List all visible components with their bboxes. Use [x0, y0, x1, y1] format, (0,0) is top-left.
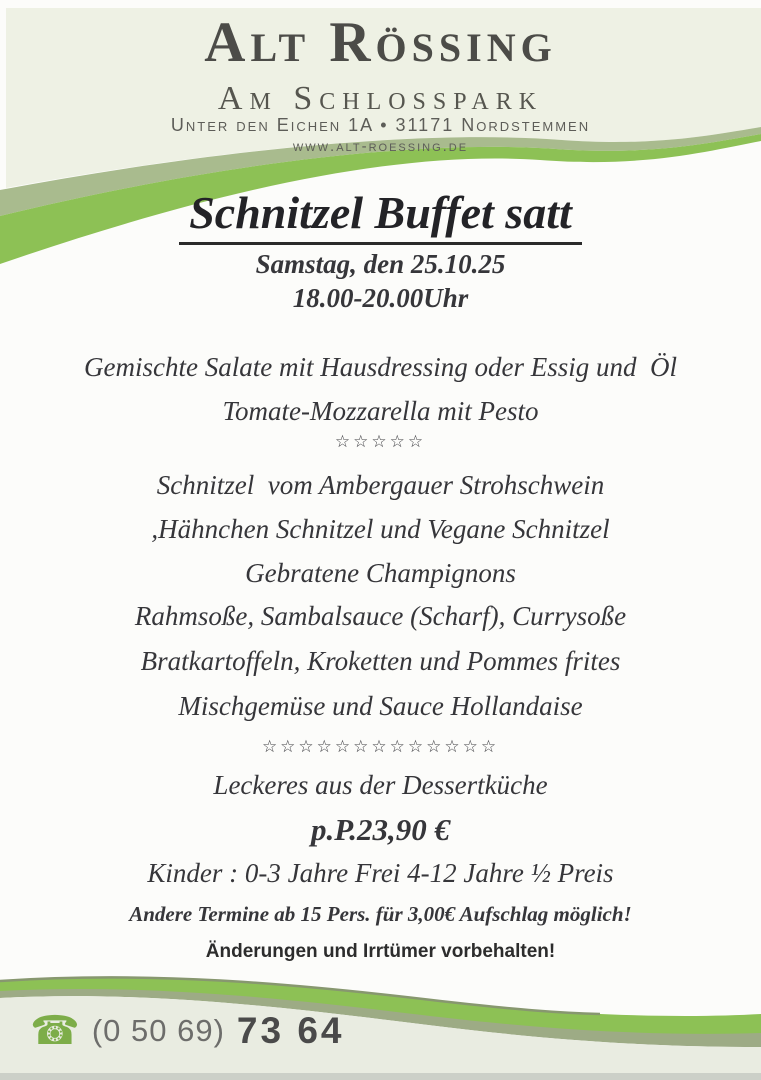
menu-line-tomate-mozzarella: Tomate-Mozzarella mit Pesto — [222, 396, 539, 426]
price-per-person: p.P.23,90 € — [311, 812, 450, 847]
event-title-row — [0, 186, 761, 245]
menu-line-saucen: Rahmsoße, Sambalsauce (Scharf), Currysoße — [134, 601, 627, 631]
menu-line-beilagen: Bratkartoffeln, Kroketten und Pommes frites — [140, 646, 621, 676]
menu-line-schnitzel-strohschwein: Schnitzel vom Ambergauer Strohschwein — [156, 470, 605, 500]
telephone-icon: ☎ — [30, 1008, 80, 1054]
menu-line-dessert: Leckeres aus der Dessertküche — [213, 770, 548, 800]
restaurant-name: Alt Rössing — [204, 11, 557, 74]
menu-line-gemuese: Mischgemüse und Sauce Hollandaise — [178, 691, 583, 721]
event-date: Samstag, den 25.10.25 — [255, 249, 506, 279]
event-time: 18.00-20.00Uhr — [292, 283, 469, 313]
phone-area-code: (0 50 69) — [91, 1013, 225, 1048]
restaurant-website: www.alt-roessing.de — [292, 138, 469, 155]
footer-contact — [30, 1010, 345, 1052]
menu-line-haehnchen-vegane: ,Hähnchen Schnitzel und Vegane Schnitzel — [151, 514, 610, 544]
restaurant-address: Unter den Eichen 1A • 31171 Nordstemmen — [170, 115, 591, 135]
surcharge-note: Andere Termine ab 15 Pers. für 3,00€ Aufschlag möglich! — [129, 902, 632, 926]
phone-number: 73 64 — [236, 1010, 345, 1051]
stars-separator-2: ☆☆☆☆☆☆☆☆☆☆☆☆☆ — [261, 737, 500, 756]
disclaimer-line: Änderungen und Irrtümer vorbehalten! — [205, 941, 556, 962]
event-title: Schnitzel Buffet satt — [179, 186, 582, 245]
kids-price-line: Kinder : 0-3 Jahre Frei 4-12 Jahre ½ Preis — [147, 858, 614, 888]
menu-line-salads: Gemischte Salate mit Hausdressing oder Essig und Öl — [84, 352, 677, 382]
restaurant-subtitle: Am Schlosspark — [217, 80, 544, 117]
menu-line-champignons: Gebratene Champignons — [245, 558, 516, 588]
stars-separator-1: ☆☆☆☆☆ — [334, 432, 427, 451]
